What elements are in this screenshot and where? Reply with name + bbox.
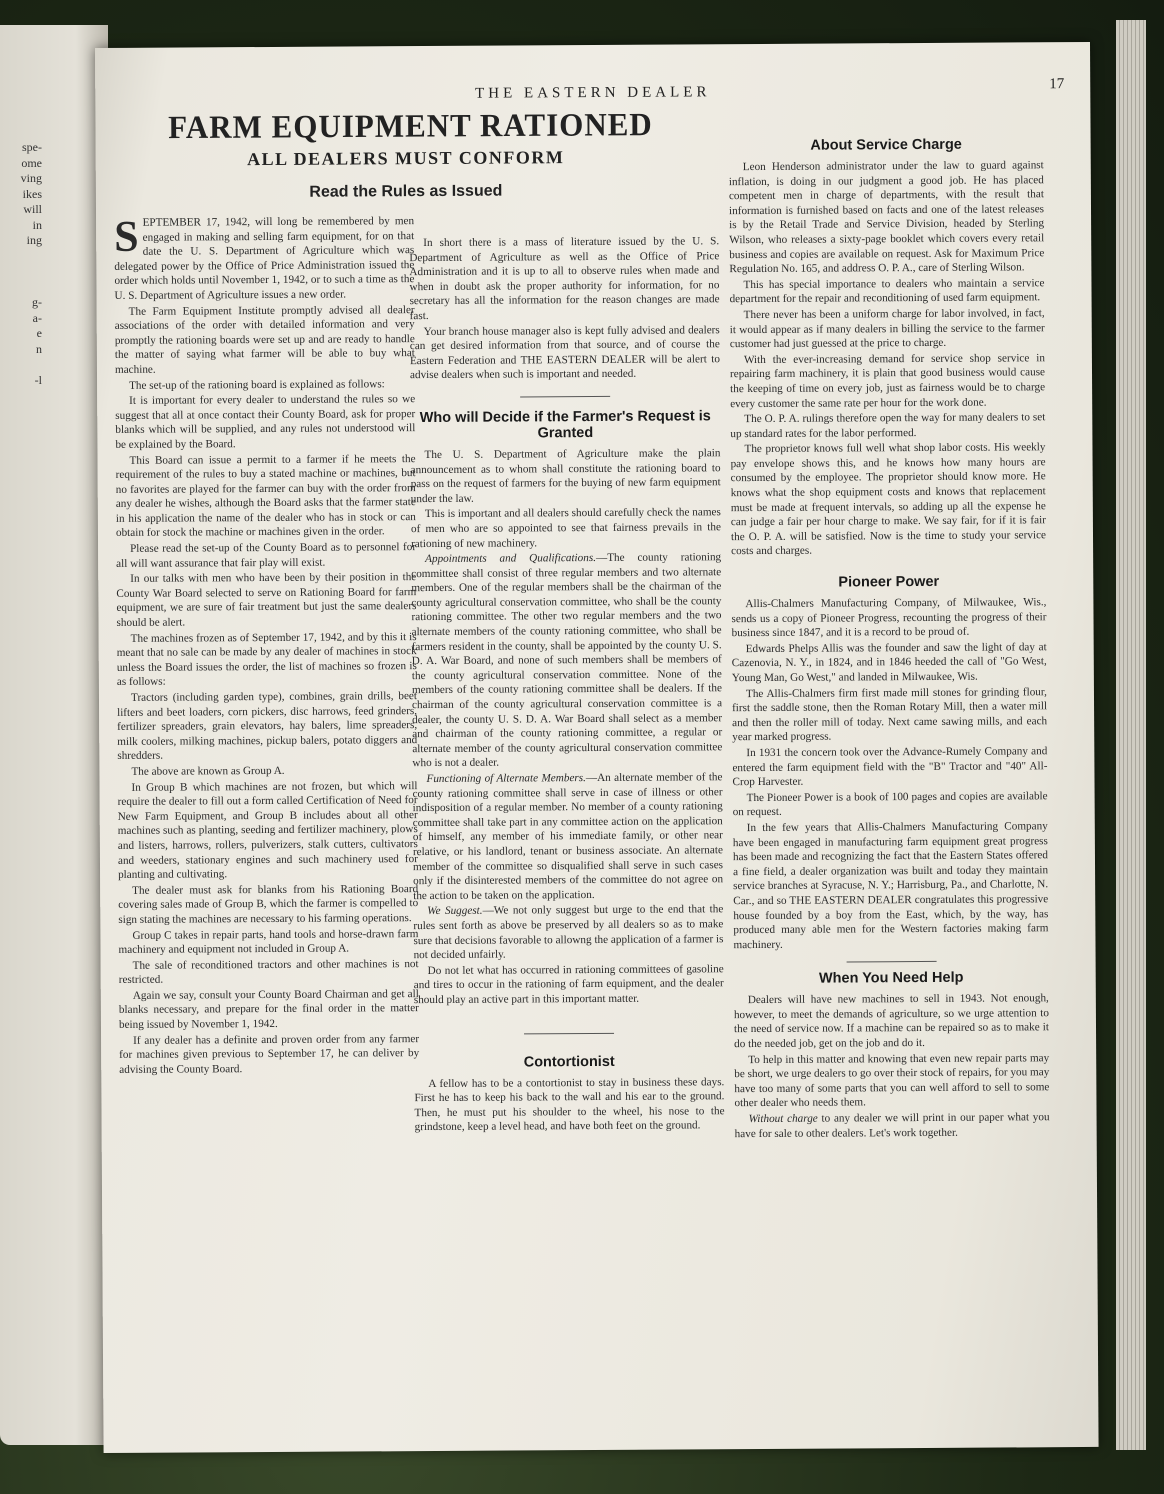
paragraph: The dealer must ask for blanks from his Rationing Board covering sales made of Group B, which the farmer is compelled to sign stating the machines are necessary to his farming operations. <box>118 882 419 926</box>
section-title-contortionist: Contortionist <box>523 1053 615 1070</box>
left-page-fragments <box>2 140 42 388</box>
column-2-intro <box>409 234 720 383</box>
need-help-paragraphs <box>734 992 1050 1112</box>
paragraph: Dealers will have new machines to sell in 1943. Not enough, however, to meet the demands of agriculture, so we urge attention to the need of service now. If a machine can be repaired so as to make it do the needed job, get on the job and do it. <box>733 992 1050 1051</box>
without-charge-paragraph: Without charge to any dealer we will print in our paper what you have for sale to other dealers. Let's work together. <box>734 1111 1050 1140</box>
paragraph: Allis-Chalmers Manufacturing Company, of Milwaukee, Wis., sends us a copy of Pioneer Progress, recounting the progress of their business since 1847, and it is a record to be proud of. <box>731 596 1047 640</box>
paragraph: The sale of reconditioned tractors and other machines is not restricted. <box>118 957 419 987</box>
paragraph: In Group B which machines are not frozen, but which will require the dealer to fill out a form called Certification of Need for New Farm Equipment, and Group B includes about all other machines such as planting, seeding and fertilizer machinery, plows and listers, harrows, rollers, pulverizers, stalk cutters, cultivators and weeders, stationary engines and such machinery used for planting and cultivating. <box>117 779 419 882</box>
service-charge-paragraphs <box>729 158 1046 559</box>
paragraph: In our talks with men who have been by their position in the County War Board selected to serve on Rationing Board for farm equipment, we are sure of fair treatment but just the same dealers should be alert. <box>116 571 417 629</box>
page-number: 17 <box>1049 76 1065 93</box>
left-page-fragment: ome <box>21 155 42 170</box>
divider-rule-3 <box>846 961 936 963</box>
paragraph: This is important and all dealers should carefully check the names of men who are so appointed to see that fairness prevails in the rationing of new machinery. <box>410 506 721 550</box>
divider-rule-2 <box>524 1032 614 1034</box>
left-page <box>0 25 108 1445</box>
paragraph: Tractors (including garden type), combines, grain drills, beet lifters and beet loaders, corn pickers, disc harrows, feed grinders, fertilizer spreaders, grain elevators, hay balers, lime spreaders, milk coolers, milking machines, pickup balers, potato diggers and shredders. <box>117 690 418 763</box>
masthead: THE EASTERN DEALER <box>475 84 711 102</box>
paragraph: If any dealer has a definite and proven order from any farmer for machines given previous to September 17, he can deliver by advising the County Board. <box>119 1032 420 1076</box>
paragraph: Your branch house manager also is kept fully advised and dealers can get desired information from that source, and of course the Eastern Federation and THE EASTERN DEALER will be alert to advise dealers when such is important and needed. <box>409 323 720 382</box>
left-page-fragment: g- <box>32 295 42 309</box>
paragraph: This Board can issue a permit to a farmer if he meets the requirement of the rules to buy a stated machine or machines, but no favorites are played for the farmer can buy with the order from any dealer he wishes, although the Board asks that the farmer state in his application the name of the dealer who has in stock or can obtain for stock the machine or machines given in the order. <box>115 452 416 540</box>
headline: FARM EQUIPMENT RATIONED <box>168 105 653 146</box>
paragraph: The machines frozen as of September 17, 1942, and by this it is meant that no sale can be made by any dealer of machines in stock unless the Board issues the order, the list of machines so frozen is as follows: <box>116 630 417 689</box>
contortionist-paragraph: A fellow has to be a contortionist to stay in business these days. First he has to keep his back to the wall and his ear to the ground. Then, he must put his shoulder to the wheel, his nose to the grindstone, keep a level head, and have both feet on the ground. <box>414 1075 725 1134</box>
section-title-service-charge: About Service Charge <box>810 136 962 154</box>
paragraph: In 1931 the concern took over the Advance-Rumely Company and entered the farm equipment field with the "B" Tractor and "40" All-Crop Harvester. <box>732 745 1048 789</box>
paragraph: The Allis-Chalmers firm first made mill stones for grinding flour, first the saddle stone, then the Roman Rotary Mill, then a water mill and then the roller mill of today. Next came sawing mills, and each year marked progress. <box>732 685 1048 744</box>
section-title-when-you-need-help: When You Need Help <box>818 970 964 987</box>
divider-rule <box>520 396 610 398</box>
paragraph: The Pioneer Power is a book of 100 pages and copies are available on request. <box>732 789 1048 819</box>
pioneer-power-paragraphs <box>731 595 1048 952</box>
suggest-paragraph: We Suggest.—We not only suggest but urge to the end that the rules sent forth as above be preserved by all dealers so as to make sure that decisions favorable to allowng the application of a farmer is not decided unfairly. <box>413 903 724 962</box>
paragraph: Edwards Phelps Allis was the founder and saw the light of day at Cazenovia, N. Y., in 1824, and in 1846 heeded the call of "Go West, Young Man, Go West," and landed in Milwaukee, Wis. <box>731 641 1047 685</box>
column-2 <box>409 234 724 1136</box>
column-1 <box>114 211 420 1078</box>
subhead: ALL DEALERS MUST CONFORM <box>247 147 565 170</box>
drop-cap: S <box>114 211 139 261</box>
section-title-pioneer-power: Pioneer Power <box>838 573 940 591</box>
paragraph: Group C takes in repair parts, hand tools and horse-drawn farm machinery and equipment not included in Group A. <box>118 927 419 957</box>
paragraph: The set-up of the rationing board is explained as follows: <box>129 377 385 392</box>
left-page-fragment <box>2 249 42 265</box>
section-title-who-decides: Who will Decide if the Farmer's Request is Granted <box>419 408 711 442</box>
left-page-fragment: will <box>23 202 42 216</box>
paragraph: There never has been a uniform charge for labor involved, in fact, it would appear as if many dealers in billing the service to the farmer customer had just guessed at the price to charge. <box>729 307 1045 351</box>
paragraph: To help in this matter and knowing that even new repair parts may be short, we urge dealers to go over their stock of repairs, for you may have too many of some parts that you can well afford to sell to some other dealer who needs them. <box>734 1051 1050 1110</box>
paragraph: It is important for every dealer to understand the rules so we suggest that all at once contact their County Board, ask for proper blanks which will be supplied, and any rules not understood will be explained by the Board. <box>115 393 416 451</box>
paragraph: Leon Henderson administrator under the law to guard against inflation, is doing in our judgment a good job. He has placed competent men in charge of departments, with the result that information is furnished based on facts and one of the latest releases is by the Retail Trade and Service Division, headed by Sterling Wilson, who releases a sixty-page booklet which covers every retail business and copies are available on request. Ask for Maximum Price Regulation No. 165, and address O. P. A., care of Sterling Wilson. <box>728 159 1045 276</box>
paragraph: In the few years that Allis-Chalmers Manufacturing Company have been engaged in manufacturing farm equipment great progress has been made and recognizing the fact that the Eastern States offered a fine field, a dealer organization was built and today they maintain service branches at Syracuse, N. Y.; Harrisburg, Pa., and Charlotte, N. Car., and so THE EASTERN DEALER congratulates this progressive house founded by a boy from the East, which, by the way, has produced many able men for the Western factories making farm machinery. <box>732 820 1049 951</box>
left-page-fragment <box>2 264 42 280</box>
functioning-paragraph: Functioning of Alternate Members.—An alternate member of the county rationing committee shall serve in case of illness or other indisposition of a regular member. No member of a county rationing committee shall take part in any committee action on the application of himself, any member of his immediate family, or other near relative, or his landlord, tenant or business associate. An alternate member of the committee so disqualified shall serve in such cases only if the disinterested members of the committee do not agree on the action to be taken on the application. <box>412 771 724 902</box>
subhead-rules: Read the Rules as Issued <box>309 182 503 201</box>
left-page-fragment: a- <box>32 310 42 325</box>
left-page-fragment: -l <box>34 372 42 387</box>
column-3 <box>729 132 1050 1142</box>
page-stack-edge <box>1116 20 1146 1450</box>
paragraph: With the ever-increasing demand for service shop service in repairing farm machinery, it is plain that good business would cause the keeping of time on every job, just as fairness would be to charge every customer the same rate per hour for the work done. <box>729 351 1046 410</box>
paragraph: The proprietor knows full well what shop labor costs. His weekly pay envelope shows this, and he knows how many hours are consumed by the employee. The proprietor should know more. He knows what the shop equipment costs and knows that replacement must be made at frequent intervals, so adding up all the expense he can judge a fair per hour charge to make. We say fair, for if it is fair the O. P. A. will be satisfied. Now is the time to study your service costs and charges. <box>730 441 1047 558</box>
paragraph: The Farm Equipment Institute promptly advised all dealer associations of the order with detailed information and very promptly the rationing boards were set up and are ready to handle the matter of saying what farmer will be able to buy what machine. <box>114 303 415 376</box>
left-page-fragment: ing <box>26 233 42 247</box>
lead-paragraph: SEPTEMBER 17, 1942, will long be remembered by men engaged in making and selling farm equipment, for on that date the U. S. Department of Agriculture which was delegated power by the Office of Price Administration issued the order which holds until November 1, 1942, or to such a time as the U. S. Department of Agriculture issues a new order. <box>114 211 415 302</box>
appointments-paragraph: Appointments and Qualifications.—The county rationing committee shall consist of three regular members and two alternate members. One of the regular members shall be the chairman of the county agricultural conservation committee, who shall be the county rationing committee. The other two regular members and the two alternate members of the county rationing committee, who shall be farmers resident in the county, shall be appointed by the county U. S. D. A. War Board, and none of such members shall be members of the county agricultural conservation committee. None of the members of the county rationing committee shall be dealers. If the chairman of the county agricultural conservation committee is a dealer, the county U. S. D. A. War Board shall select as a member and chairman of the county rationing committee, a regular or alternate member of the county agricultural conservation committee who is not a dealer. <box>411 551 723 770</box>
left-page-fragment: ikes <box>22 186 42 201</box>
paragraph: The above are known as Group A. <box>131 764 285 778</box>
left-page-fragment: spe- <box>22 140 42 154</box>
left-page-fragment: ving <box>20 171 42 185</box>
paragraph: This has special importance to dealers who maintain a service department for the repair and reconditioning of used farm equipment. <box>729 276 1045 306</box>
left-page-fragment: e <box>36 326 42 340</box>
who-decides-paragraphs <box>410 446 721 551</box>
left-page-fragment <box>2 357 42 373</box>
paragraph: The U. S. Department of Agriculture make the plain announcement as to whom shall constitute the rationing board to pass on the request of farmers for the buying of new farm equipment under the law. <box>410 447 721 505</box>
left-page-fragment: in <box>32 217 42 232</box>
paragraph: The O. P. A. rulings therefore open the way for many dealers to set up standard rates for the labor performed. <box>730 411 1046 440</box>
gasoline-paragraph: Do not let what has occurred in rationing committees of gasoline and tires to occur in the rationing of farm equipment, and the dealer should play an active part in this important matter. <box>413 962 724 1007</box>
paragraph: Please read the set-up of the County Board as to personnel for all will want assurance that fair play will exist. <box>116 541 417 570</box>
magazine-page <box>95 42 1099 1453</box>
paragraph: In short there is a mass of literature issued by the U. S. Department of Agriculture as well as the Office of Price Administration and it is up to all to observe rules when made and when in doubt ask the proper authority for information, for no secretary has all the information for the reason changes are made fast. <box>409 235 720 323</box>
paragraph: Again we say, consult your County Board Chairman and get all blanks necessary, and prepare for the final order in the matter being issued by November 1, 1942. <box>118 987 419 1031</box>
left-page-fragment: n <box>36 341 42 356</box>
left-page-fragment <box>2 280 42 296</box>
column-1-paragraphs <box>115 303 420 1078</box>
